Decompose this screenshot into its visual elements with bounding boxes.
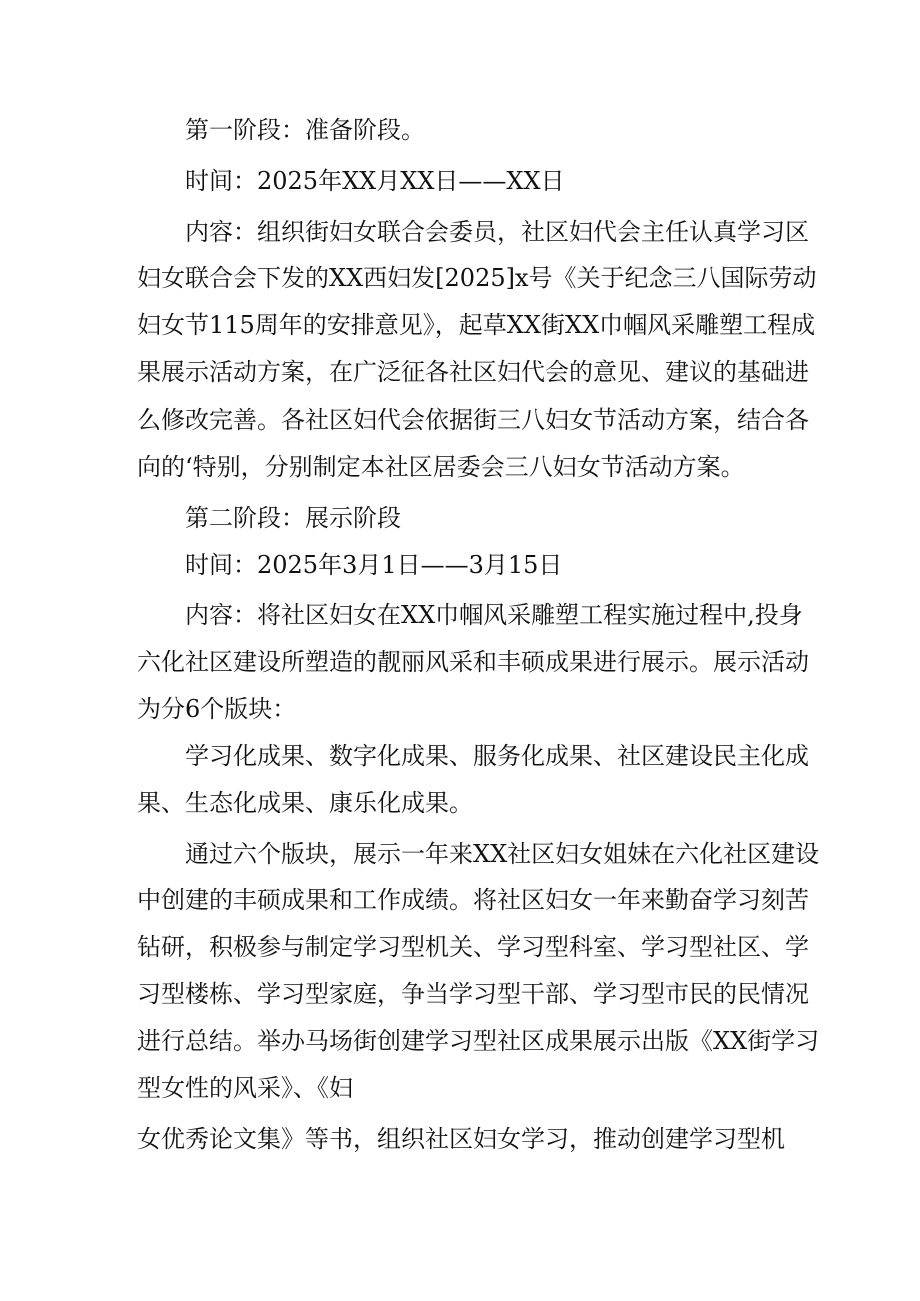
summary-paragraph-line: 型女性的风采》、《妇 (137, 1074, 353, 1102)
stage-one-heading: 第一阶段：准备阶段。 (185, 116, 425, 144)
stage-two-heading: 第二阶段：展示阶段 (185, 504, 401, 532)
stage-one-time: 时间：2025年XX月XX日——XX日 (185, 167, 565, 195)
stage-one-content-line: 内容：组织街妇女联合会委员，社区妇代会主任认真学习区 (185, 218, 809, 246)
stage-one-content-line: 果展示活动方案，在广泛征各社区妇代会的意见、建议的基础进 (137, 358, 809, 386)
sections-list-line: 果、生态化成果、康乐化成果。 (137, 789, 473, 817)
summary-paragraph-line: 习型楼栋、学习型家庭，争当学习型干部、学习型市民的民情况 (137, 980, 809, 1008)
stage-two-content-line: 六化社区建设所塑造的靓丽风采和丰硕成果进行展示。展示活动 (137, 648, 809, 676)
stage-one-content-line: 么修改完善。各社区妇代会依据街三八妇女节活动方案，结合各 (137, 406, 809, 434)
stage-one-content-line: 向的‘特别，分别制定本社区居委会三八妇女节活动方案。 (137, 453, 745, 481)
stage-two-content-line: 内容：将社区妇女在XX巾帼风采雕塑工程实施过程中,投身 (185, 601, 803, 629)
sections-list-line: 学习化成果、数字化成果、服务化成果、社区建设民主化成 (185, 742, 809, 770)
summary-paragraph-line: 女优秀论文集》等书，组织社区妇女学习，推动创建学习型机 (137, 1125, 785, 1153)
summary-paragraph-line: 通过六个版块，展示一年来XX社区妇女姐妹在六化社区建设 (185, 840, 820, 868)
summary-paragraph-line: 中创建的丰硕成果和工作成绩。将社区妇女一年来勤奋学习刻苦 (137, 886, 809, 914)
stage-one-content-line: 妇女节115周年的安排意见》，起草XX街XX巾帼风采雕塑工程成 (137, 311, 816, 339)
summary-paragraph-line: 钻研，积极参与制定学习型机关、学习型科室、学习型社区、学 (137, 933, 809, 961)
summary-paragraph-line: 进行总结。举办马场街创建学习型社区成果展示出版《XX街学习 (137, 1027, 820, 1055)
stage-one-content-line: 妇女联合会下发的XX西妇发[2025]x号《关于纪念三八国际劳动 (137, 264, 817, 292)
stage-two-time: 时间：2025年3月1日——3月15日 (185, 551, 563, 579)
stage-two-content-line: 为分6个版块： (137, 695, 297, 723)
